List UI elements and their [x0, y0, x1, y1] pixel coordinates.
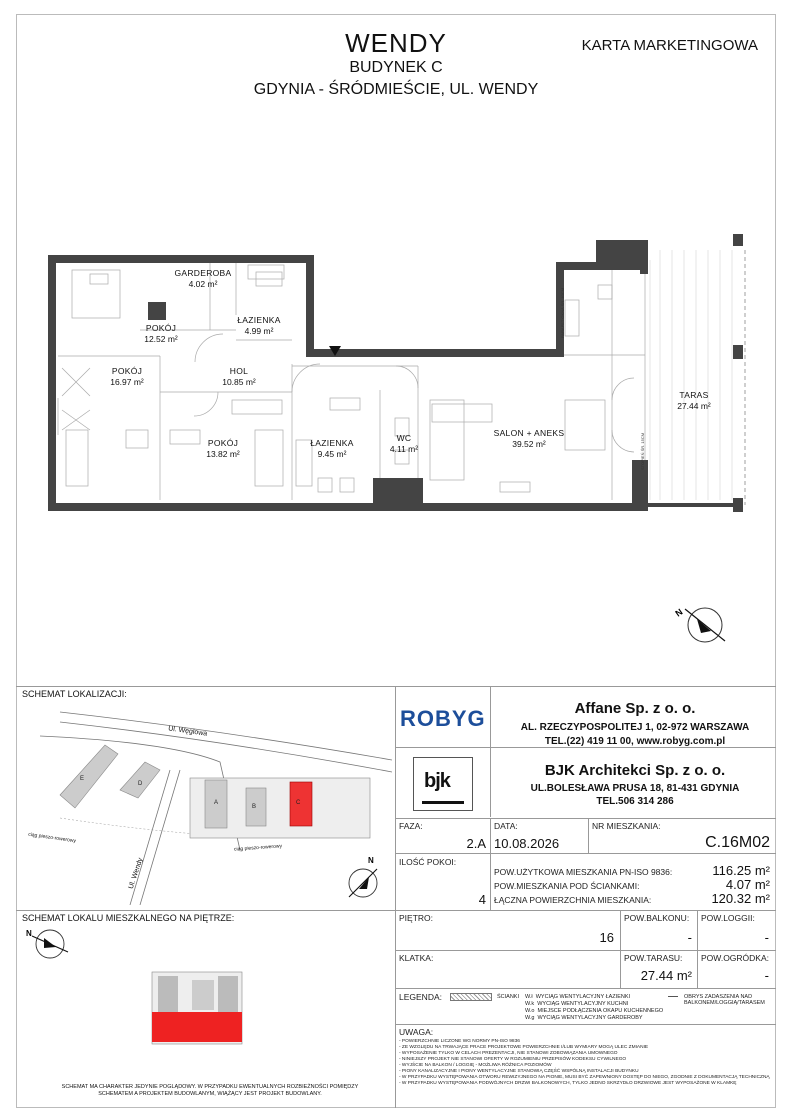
divider: [16, 910, 396, 911]
faza-value: 2.A: [466, 836, 486, 851]
divider: [396, 818, 776, 819]
divider: [697, 910, 698, 988]
data-label: DATA:: [494, 821, 518, 831]
divider: [588, 818, 589, 853]
wall-hatch-swatch: [450, 993, 492, 1001]
divider: [396, 988, 776, 989]
room-hol: HOL 10.85 m²: [222, 366, 256, 387]
divider: [396, 1024, 776, 1025]
building-c-highlight: [290, 782, 312, 826]
room-salon: SALON + ANEKS 39.52 m²: [493, 428, 565, 449]
architect-name: BJK Architekci Sp. z o. o.: [544, 762, 726, 779]
balkon-value: -: [687, 930, 692, 945]
room-lazienka-1: ŁAZIENKA 4.99 m²: [237, 315, 281, 336]
svg-text:A: A: [214, 800, 219, 806]
ogrodek-value: -: [764, 968, 769, 983]
legend-item: W.g WYCIĄG WENTYLACYJNY GARDEROBY: [525, 1015, 643, 1021]
building-name: BUDYNEK C: [349, 59, 443, 76]
svg-text:E: E: [80, 776, 85, 782]
nr-label: NR MIESZKANIA:: [592, 821, 661, 831]
svg-text:D: D: [138, 781, 143, 787]
pow-lacz-label: ŁĄCZNA POWIERZCHNIA MIESZKANIA:: [494, 895, 652, 905]
street-wendy: Ul. Wendy: [127, 857, 145, 890]
room-pokoj-3: POKÓJ 13.82 m²: [206, 438, 240, 459]
pokoje-value: 4: [478, 892, 486, 907]
disclaimer: SCHEMAT MA CHARAKTER JEDYNIE POGLĄDOWY. W PRZYPADKU EWENTUALNYCH ROZBIEŻNOŚCI POMIĘDZY SCHEMATEM A PROJEKTEM BUDOWLANYM, WIĄŻĄCY JEST PROJEKT BUDOWLANY.: [61, 1084, 359, 1097]
compass-icon: [685, 608, 725, 642]
svg-text:N: N: [26, 929, 32, 938]
obrys-line: [668, 996, 678, 997]
path-label-1: ciąg pieszo-rowerowy: [27, 831, 77, 845]
faza-label: FAZA:: [399, 821, 423, 831]
pow-lacz-value: 120.32 m²: [711, 891, 770, 906]
architect-address: UL.BOLESŁAWA PRUSA 18, 81-431 GDYNIA: [530, 783, 740, 794]
parapet-note: PARAPET OKNA ŚR. 40CM: [560, 287, 565, 338]
project-title: WENDY: [345, 28, 447, 58]
divider: [396, 853, 776, 854]
pow-sc-value: 4.07 m²: [725, 877, 770, 892]
taras-value: 27.44 m²: [640, 968, 692, 983]
compass-icon: [32, 930, 68, 958]
street-weglowa: Ul. Węglowa: [167, 725, 208, 738]
developer-address: AL. RZECZYPOSPOLITEJ 1, 02-972 WARSZAWA: [520, 722, 750, 733]
pietro-label: PIĘTRO:: [399, 913, 434, 923]
room-taras: TARAS 27.44 m²: [677, 390, 711, 411]
floor-scheme-title: SCHEMAT LOKALU MIESZKALNEGO NA PIĘTRZE:: [22, 913, 235, 923]
legend-scianki: ŚCIANKI: [497, 994, 520, 1000]
apartment-highlight: [152, 1012, 242, 1042]
divider: [490, 818, 491, 910]
uwaga-list: - POWIERZCHNIE LICZONE WG NORMY PN-ISO 9836 - ZE WZGLĘDU NA TRWAJĄCE PRACE PROJEKTOWE POWIERZCHNIE I/LUB WYMIARY MOGĄ ULEC ZMIANIE - WYPOSAŻENIE TYLKO W CELACH PREZENTACJI, NIE STANOWI ZOBOWIĄZANIA UMOWNEGO - NINIEJSZY PROJEKT NIE STANOWI OFERTY W ROZUMIENIU PRZEPISÓW KODEKSU CYWILNEGO - WYJŚCIE NA BALKON / LOGGIĘ - MOŻLIWA RÓŻNICA POZIOMÓW - PIONY KANALIZACYJNE I PIONY WENTYLACYJNE STANOWIĄ CZĘŚĆ WSPÓLNĄ INSTALACJI BUDYNKU - W PRZYPADKU WYSTĘPOWANIA OTWORU REWIZYJNEGO NA PIONIE, MUSI BYĆ ZAPEWNIONY DOSTĘP DO NIEGO, ZGODNIE Z DOKUMENTACJĄ TECHNICZNĄ - W PRZYPADKU WYSTĘPOWANIA PODWÓJNYCH DRZWI BALKONOWYCH, TYLKO JEDNO SKRZYDŁO DRZWIOWE JEST WYPOSAŻONE W KLAMKĘ: [399, 1039, 770, 1086]
legend-obrys: OBRYS ZADASZENIA NAD BALKONEM/LOGGIĄ/TARASEM: [684, 994, 765, 1006]
legend-item: W.ł WYCIĄG WENTYLACYJNY ŁAZIENKI: [525, 994, 631, 1000]
room-pokoj-1: POKÓJ 12.52 m²: [144, 323, 178, 344]
location-line: GDYNIA - ŚRÓDMIEŚCIE, UL. WENDY: [253, 81, 539, 98]
robyg-logo: ROBYG: [400, 706, 486, 731]
klatka-label: KLATKA:: [399, 953, 434, 963]
nr-value: C.16M02: [705, 834, 770, 851]
location-scheme-title: SCHEMAT LOKALIZACJI:: [22, 689, 127, 699]
developer-name: Affane Sp. z o. o.: [574, 700, 696, 717]
uwaga-title: UWAGA:: [399, 1027, 434, 1037]
architect-contact: TEL.506 314 286: [596, 796, 674, 807]
room-lazienka-2: ŁAZIENKA 9.45 m²: [310, 438, 354, 459]
compass-icon: [349, 869, 377, 897]
divider: [395, 686, 396, 1108]
card-type: KARTA MARKETINGOWA: [581, 37, 758, 54]
floor-scheme-map: [20, 924, 392, 1074]
balkon-label: POW.BALKONU:: [624, 913, 690, 923]
pokoje-label: ILOŚĆ POKOI:: [399, 857, 457, 867]
taras-label: POW.TARASU:: [624, 953, 683, 963]
pow-sc-label: POW.MIESZKANIA POD ŚCIANKAMI:: [494, 881, 640, 891]
path-label-2: ciąg pieszo-rowerowy: [233, 843, 283, 853]
ogrodek-label: POW.OGRÓDKA:: [701, 953, 770, 963]
legend-item: W.o MIEJSCE PODŁĄCZENIA OKAPU KUCHENNEGO: [525, 1008, 664, 1014]
developer-contact: TEL.(22) 419 11 00, www.robyg.com.pl: [544, 736, 726, 747]
legend-title: LEGENDA:: [399, 992, 442, 1002]
pow-uz-value: 116.25 m²: [712, 863, 770, 878]
divider: [396, 950, 776, 951]
bjk-logo: bjk: [413, 757, 473, 811]
loggia-label: POW.LOGGII:: [701, 913, 755, 923]
pow-uz-label: POW.UŻYTKOWA MIESZKANIA PN-ISO 9836:: [494, 867, 673, 877]
stopien-note: STOPIEŃ ŚR. 15CM: [640, 432, 645, 470]
divider: [620, 910, 621, 988]
loggia-value: -: [764, 930, 769, 945]
legend-item: W.k WYCIĄG WENTYLACYJNY KUCHNI: [525, 1001, 629, 1007]
room-pokoj-2: POKÓJ 16.97 m²: [110, 366, 144, 387]
data-value: 10.08.2026: [494, 836, 560, 851]
svg-text:N: N: [368, 856, 374, 865]
divider: [396, 910, 776, 911]
compass-letter: N: [673, 606, 685, 619]
svg-text:C: C: [296, 800, 301, 806]
room-wc: WC 4.11 m²: [389, 433, 419, 454]
svg-text:B: B: [252, 804, 257, 810]
room-garderoba: GARDEROBA 4.02 m²: [174, 268, 232, 289]
pietro-value: 16: [599, 930, 614, 945]
